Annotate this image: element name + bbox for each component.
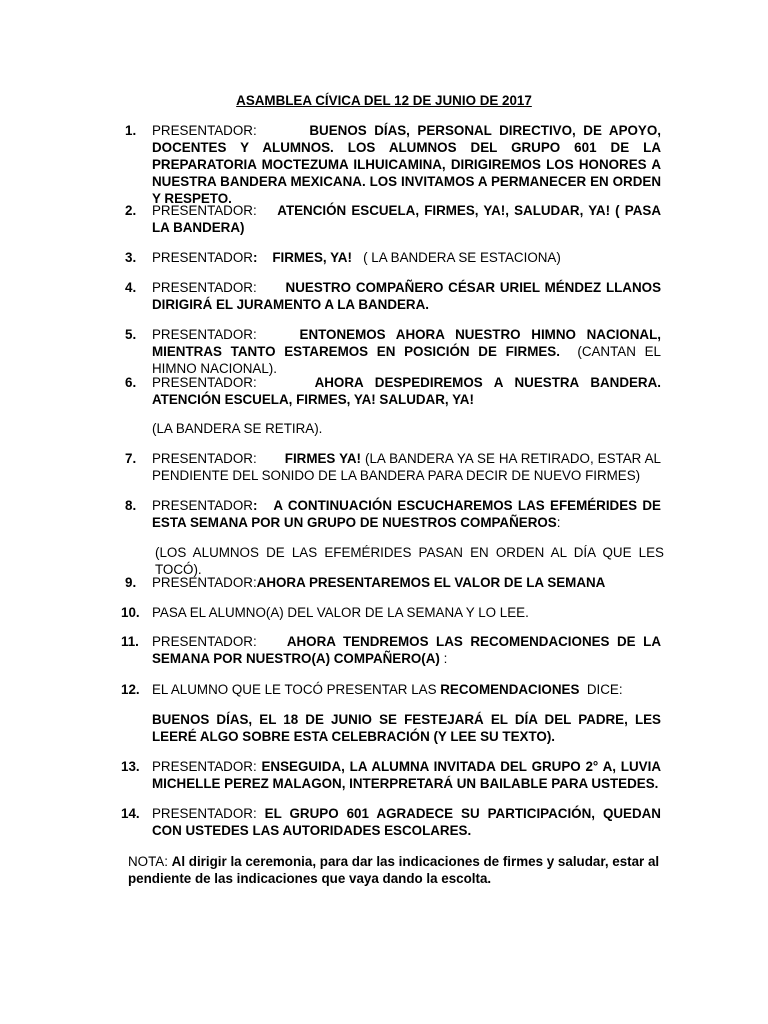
item-text: NUESTRO COMPAÑERO CÉSAR URIEL MÉNDEZ LLANOS DIRIGIRÁ EL JURAMENTO A LA BANDERA. xyxy=(152,280,661,312)
item-text: ATENCIÓN ESCUELA, FIRMES, YA!, SALUDAR, YA! ( PASA LA BANDERA) xyxy=(152,203,661,235)
note-label: NOTA: xyxy=(128,854,168,869)
list-item xyxy=(125,202,661,236)
item-speaker: PRESENTADOR: xyxy=(152,203,257,218)
item-8-note: (LOS ALUMNOS DE LAS EFEMÉRIDES PASAN EN ORDEN AL DÍA QUE LES TOCÓ). xyxy=(155,545,664,577)
item-12-quote: BUENOS DÍAS, EL 18 DE JUNIO SE FESTEJARÁ EL DÍA DEL PADRE, LES LEERÉ ALGO SOBRE ESTA CELEBRACIÓN (Y LEE SU TEXTO). xyxy=(152,712,661,744)
list-item xyxy=(121,604,661,621)
item-text: AHORA TENDREMOS LAS RECOMENDACIONES DE LA SEMANA POR NUESTRO(A) COMPAÑERO(A) xyxy=(152,634,661,666)
list-item xyxy=(125,326,661,377)
item-speaker: PRESENTADOR: xyxy=(152,327,257,342)
list-item xyxy=(125,279,661,313)
item-6-note: (LA BANDERA SE RETIRA). xyxy=(152,421,323,436)
item-speaker: PRESENTADOR: xyxy=(152,280,257,295)
item-number: 13. xyxy=(121,759,140,774)
document-title: ASAMBLEA CÍVICA DEL 12 DE JUNIO DE 2017 xyxy=(236,93,532,108)
item-aside: ( LA BANDERA SE ESTACIONA) xyxy=(363,250,561,265)
item-number: 14. xyxy=(121,806,140,821)
item-text: EL ALUMNO QUE LE TOCÓ PRESENTAR LAS xyxy=(152,682,437,697)
item-text: BUENOS DÍAS, PERSONAL DIRECTIVO, DE APOYO, DOCENTES Y ALUMNOS. LOS ALUMNOS DEL GRUPO 601 DE LA PREPARATORIA MOCTEZUMA ILHUICAMINA, DIRIGIREMOS LOS HONORES A NUESTRA BANDERA MEXICANA. LOS INVITAMOS A PERMANECER EN ORDEN Y RESPETO. xyxy=(152,123,661,206)
list-item xyxy=(121,758,661,792)
item-number: 1. xyxy=(125,123,137,138)
item-emphasis: RECOMENDACIONES xyxy=(440,682,580,697)
item-text: AHORA PRESENTAREMOS EL VALOR DE LA SEMANA xyxy=(256,575,606,590)
item-speaker: PRESENTADOR: xyxy=(152,806,257,821)
item-speaker: PRESENTADOR: xyxy=(152,375,257,390)
item-number: 8. xyxy=(125,498,137,513)
item-aside: (LA BANDERA YA SE HA RETIRADO, ESTAR AL PENDIENTE DEL SONIDO DE LA BANDERA PARA DECIR DE NUEVO FIRMES) xyxy=(152,451,661,483)
list-item: 8. PRESENTADOR: A CONTINUACIÓN ESCUCHAREMOS LAS EFEMÉRIDES DE ESTA SEMANA POR UN GRUPO DE NUESTROS COMPAÑEROS: xyxy=(125,498,661,530)
item-number: 11. xyxy=(121,634,139,649)
item-text: PASA EL ALUMNO(A) DEL VALOR DE LA SEMANA Y LO LEE. xyxy=(152,605,529,620)
item-speaker: PRESENTADOR: xyxy=(152,123,257,138)
item-speaker: PRESENTADOR: xyxy=(152,634,257,649)
list-item xyxy=(125,574,661,591)
list-item xyxy=(125,450,661,484)
item-speaker: PRESENTADOR: xyxy=(152,759,257,774)
item-text: A CONTINUACIÓN ESCUCHAREMOS LAS EFEMÉRIDES DE ESTA SEMANA POR UN GRUPO DE NUESTROS COMPAÑEROS xyxy=(152,498,661,530)
item-text: EL GRUPO 601 AGRADECE SU PARTICIPACIÓN, QUEDAN CON USTEDES LAS AUTORIDADES ESCOLARES. xyxy=(152,806,661,838)
list-item xyxy=(121,805,661,839)
list-item: 11. PRESENTADOR: AHORA TENDREMOS LAS RECOMENDACIONES DE LA SEMANA POR NUESTRO(A) COMPAÑERO(A) : xyxy=(121,634,661,666)
item-number: 3. xyxy=(125,250,137,265)
item-speaker: PRESENTADOR xyxy=(152,250,253,265)
item-speaker: PRESENTADOR: xyxy=(152,451,257,466)
footer-note xyxy=(128,853,661,887)
list-item: 12. EL ALUMNO QUE LE TOCÓ PRESENTAR LAS RECOMENDACIONES DICE: xyxy=(121,682,623,697)
item-speaker: PRESENTADOR: xyxy=(152,575,257,590)
item-aside: (CANTAN EL HIMNO NACIONAL). xyxy=(152,344,661,376)
item-number: 12. xyxy=(121,682,140,697)
item-text: ENSEGUIDA, LA ALUMNA INVITADA DEL GRUPO 2° A, LUVIA MICHELLE PEREZ MALAGON, INTERPRETARÁ UN BAILABLE PARA USTEDES. xyxy=(152,759,661,791)
item-number: 2. xyxy=(125,203,137,218)
item-number: 10. xyxy=(121,605,140,620)
item-text: ENTONEMOS AHORA NUESTRO HIMNO NACIONAL, MIENTRAS TANTO ESTAREMOS EN POSICIÓN DE FIRMES. xyxy=(152,327,661,359)
list-item xyxy=(125,122,661,207)
item-text: FIRMES, YA! xyxy=(272,250,352,265)
item-number: 6. xyxy=(125,375,137,390)
item-text: AHORA DESPEDIREMOS A NUESTRA BANDERA. ATENCIÓN ESCUELA, FIRMES, YA! SALUDAR, YA! xyxy=(152,375,661,407)
item-number: 5. xyxy=(125,327,137,342)
list-item xyxy=(125,374,661,408)
note-text: Al dirigir la ceremonia, para dar las indicaciones de firmes y saludar, estar al pendiente de las indicaciones que vaya dando la escolta. xyxy=(128,854,660,886)
item-number: 4. xyxy=(125,280,137,295)
item-number: 7. xyxy=(125,451,137,466)
item-number: 9. xyxy=(125,575,137,590)
item-speaker: PRESENTADOR xyxy=(152,498,253,513)
list-item: 3. PRESENTADOR: FIRMES, YA! ( LA BANDERA SE ESTACIONA) xyxy=(125,250,561,265)
item-text: FIRMES YA! xyxy=(284,451,361,466)
